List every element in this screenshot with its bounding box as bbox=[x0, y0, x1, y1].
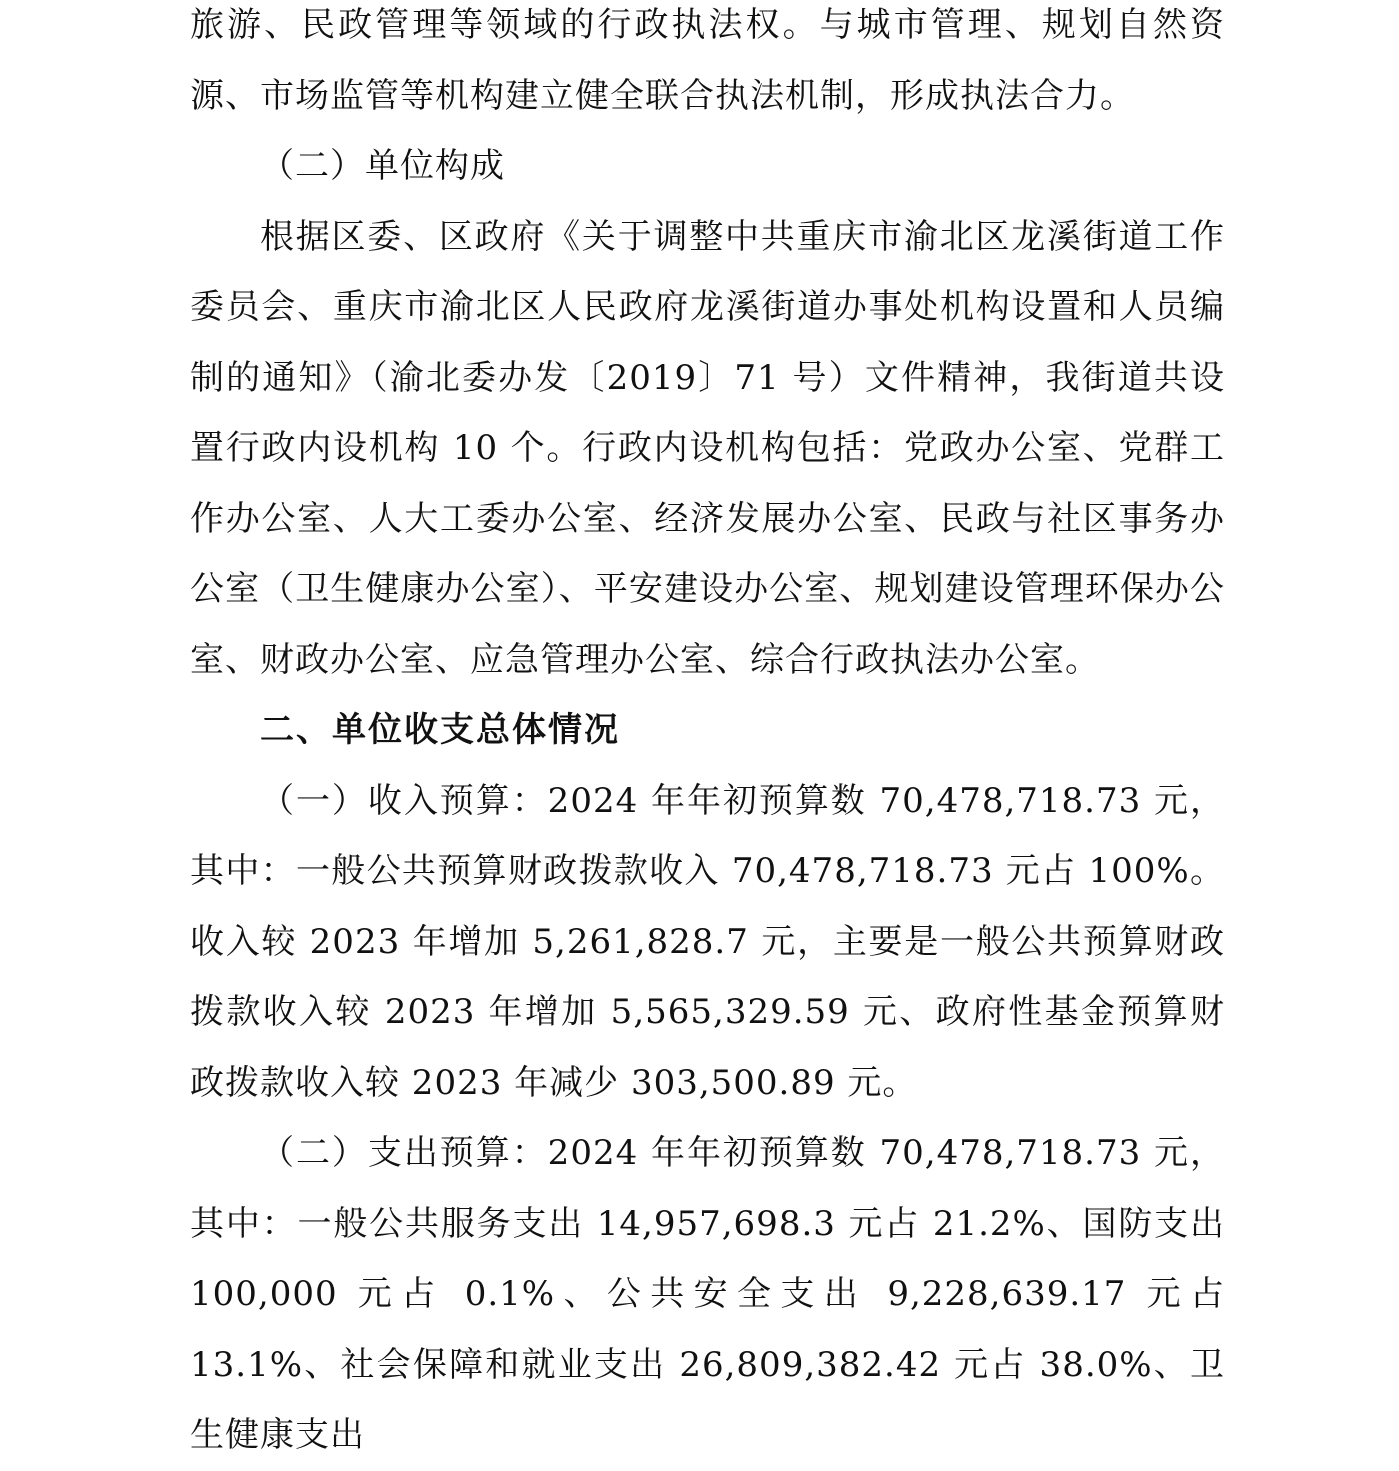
paragraph-expenditure-budget: （二）支出预算：2024 年年初预算数 70,478,718.73 元，其中：一般公共服务支出 14,957,698.3 元占 21.2%、国防支出 100,000 元占 0.1%、公共安全支出 9,228,639.17 元占 13.1%、社会保障和就业支出 26,809,382.42 元占 38.0%、卫生健康支出 bbox=[190, 1133, 1225, 1455]
document-body bbox=[190, 0, 1225, 1471]
paragraph-income-budget: （一）收入预算：2024 年年初预算数 70,478,718.73 元，其中：一般公共预算财政拨款收入 70,478,718.73 元占 100%。收入较 2023 年增加 5,261,828.7 元，主要是一般公共预算财政拨款收入较 2023 年增加 5,565,329.59 元、政府性基金预算财政拨款收入较 2023 年减少 303,500.89 元。 bbox=[190, 780, 1225, 1103]
paragraph-enforcement-continuation: 旅游、民政管理等领域的行政执法权。与城市管理、规划自然资源、市场监管等机构建立健全联合执法机制，形成执法合力。 bbox=[190, 5, 1225, 116]
section-heading-budget-overview: 二、单位收支总体情况 bbox=[260, 710, 620, 750]
section-heading-unit-composition: （二）单位构成 bbox=[260, 146, 505, 186]
paragraph-unit-composition: 根据区委、区政府《关于调整中共重庆市渝北区龙溪街道工作委员会、重庆市渝北区人民政府龙溪街道办事处机构设置和人员编制的通知》（渝北委办发〔2019〕71 号）文件精神，我街道共设置行政内设机构 10 个。行政内设机构包括：党政办公室、党群工作办公室、人大工委办公室、经济发展办公室、民政与社区事务办公室（卫生健康办公室）、平安建设办公室、规划建设管理环保办公室、财政办公室、应急管理办公室、综合行政执法办公室。 bbox=[190, 216, 1225, 680]
